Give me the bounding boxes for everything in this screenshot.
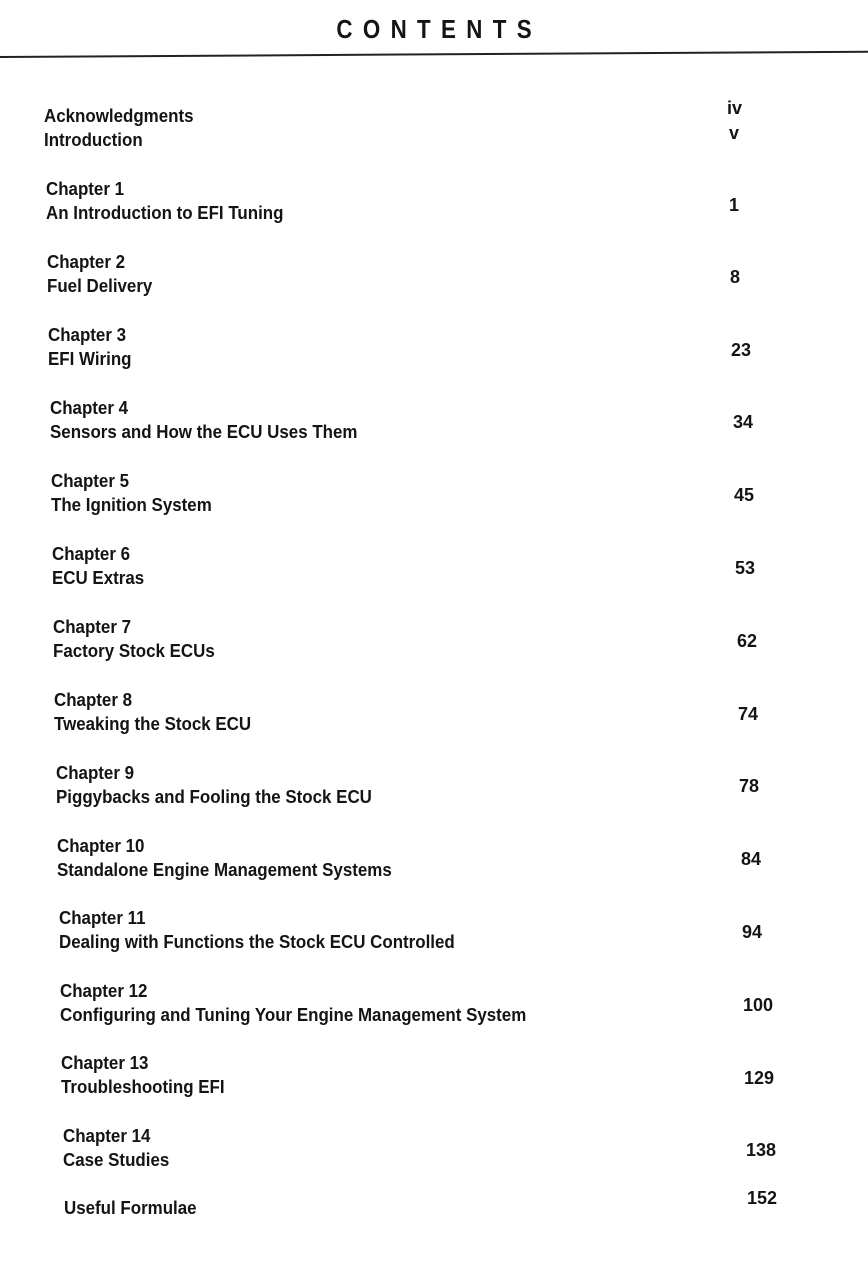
toc-entry-acknowledgments[interactable]	[44, 104, 203, 128]
page-number: 62	[737, 631, 758, 651]
toc-entry-chapter-3[interactable]	[48, 323, 137, 371]
chapter-label: Chapter 13	[61, 1053, 149, 1073]
toc-entry-chapter-5[interactable]	[51, 469, 222, 517]
toc-entry-chapter-12[interactable]	[60, 979, 556, 1027]
chapter-title: An Introduction to EFI Tuning	[46, 203, 284, 223]
page-number: 1	[729, 195, 740, 215]
chapter-title: ECU Extras	[52, 568, 145, 588]
chapter-label: Chapter 11	[59, 908, 146, 928]
toc-entry-introduction[interactable]	[44, 128, 149, 152]
chapter-label: Chapter 9	[56, 763, 135, 783]
chapter-label: Chapter 4	[50, 398, 129, 418]
page-number: 34	[733, 412, 754, 432]
toc-entry-chapter-10[interactable]	[57, 834, 413, 882]
page-number: 94	[742, 922, 763, 942]
chapter-title: Standalone Engine Management Systems	[57, 860, 392, 880]
toc-entry-useful-formulae[interactable]	[64, 1196, 205, 1220]
chapter-title: Sensors and How the ECU Uses Them	[50, 422, 358, 442]
chapter-label: Chapter 7	[53, 617, 132, 637]
entry-title: Introduction	[44, 130, 143, 150]
chapter-title: Dealing with Functions the Stock ECU Controlled	[59, 932, 455, 952]
chapter-label: Chapter 1	[46, 179, 125, 199]
page-number: 74	[738, 704, 759, 724]
chapter-label: Chapter 10	[57, 836, 145, 856]
toc-entry-chapter-6[interactable]	[52, 542, 150, 590]
chapter-title: The Ignition System	[51, 495, 212, 515]
toc-entry-chapter-2[interactable]	[47, 250, 159, 298]
toc-entry-chapter-7[interactable]	[53, 615, 225, 663]
toc-entry-chapter-13[interactable]	[61, 1051, 235, 1099]
page-title: CONTENTS	[336, 14, 542, 44]
chapter-title: EFI Wiring	[48, 349, 132, 369]
toc-entry-chapter-4[interactable]	[50, 396, 377, 444]
page-number: 84	[741, 849, 762, 869]
chapter-title: Troubleshooting EFI	[61, 1077, 225, 1097]
page-number: 129	[744, 1068, 775, 1088]
toc-entry-chapter-11[interactable]	[59, 906, 480, 954]
chapter-title: Fuel Delivery	[47, 276, 153, 296]
chapter-label: Chapter 2	[47, 252, 126, 272]
page-number: 53	[735, 558, 756, 578]
page-number: 8	[730, 267, 741, 287]
chapter-title: Tweaking the Stock ECU	[54, 714, 252, 734]
chapter-title: Piggybacks and Fooling the Stock ECU	[56, 787, 372, 807]
page-number: 152	[747, 1188, 778, 1208]
page-number: iv	[727, 98, 743, 118]
page-number: 45	[734, 485, 755, 505]
page-number: 138	[746, 1140, 777, 1160]
page-number: 23	[731, 340, 752, 360]
chapter-title: Configuring and Tuning Your Engine Management System	[60, 1005, 527, 1025]
entry-title: Useful Formulae	[64, 1198, 197, 1218]
page-number: v	[729, 123, 740, 143]
chapter-title: Case Studies	[63, 1150, 170, 1170]
chapter-label: Chapter 6	[52, 544, 131, 564]
chapter-label: Chapter 8	[54, 690, 133, 710]
page-number: 100	[743, 995, 774, 1015]
chapter-label: Chapter 14	[63, 1126, 151, 1146]
chapter-label: Chapter 12	[60, 981, 148, 1001]
chapter-label: Chapter 5	[51, 471, 130, 491]
toc-entry-chapter-9[interactable]	[56, 761, 392, 809]
entry-title: Acknowledgments	[44, 106, 194, 126]
toc-entry-chapter-14[interactable]	[63, 1124, 176, 1172]
chapter-title: Factory Stock ECUs	[53, 641, 215, 661]
chapter-label: Chapter 3	[48, 325, 127, 345]
toc-entry-chapter-8[interactable]	[54, 688, 264, 736]
page-number: 78	[739, 776, 760, 796]
toc-entry-chapter-1[interactable]	[46, 177, 299, 225]
